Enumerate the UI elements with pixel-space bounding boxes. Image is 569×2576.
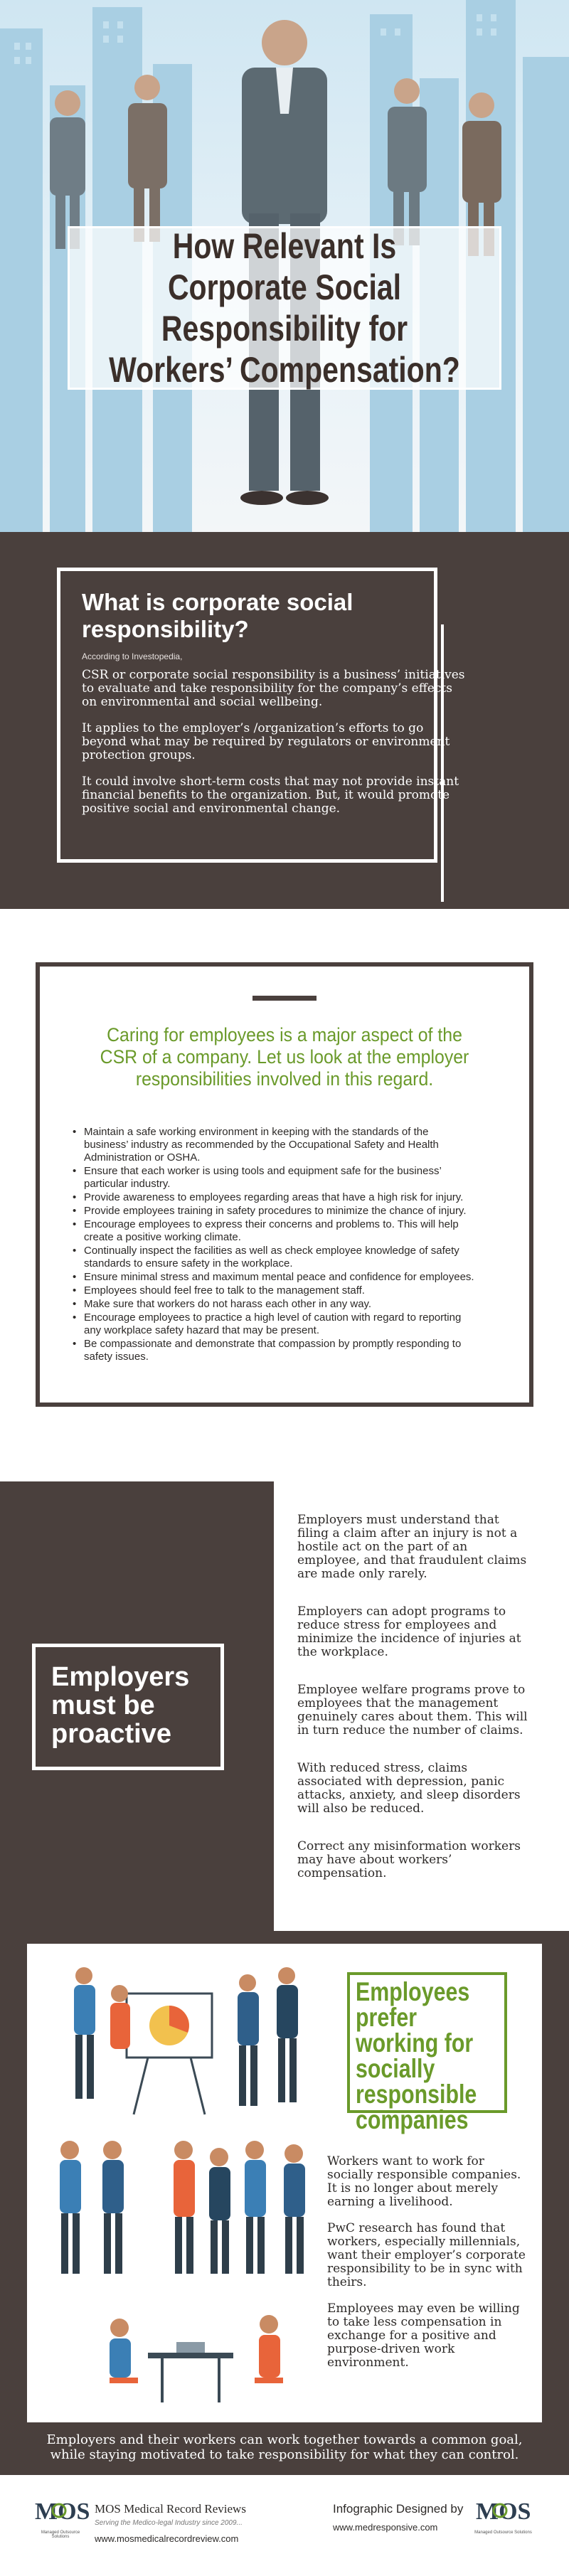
prefer-heading: Employees prefer working for socially responsible companies <box>356 1977 477 2134</box>
mos-logo-icon <box>473 2495 533 2528</box>
mos-logo-left <box>32 2495 89 2539</box>
caring-intro: Caring for employees is a major aspect of the CSR of a company. Let us look at the employer responsibilities involved in this regard. <box>100 1024 469 1090</box>
prefer-section <box>0 1931 569 2475</box>
proactive-paragraph: Employee welfare programs prove to employees that the management genuinely cares about them. This will in turn reduce the number of claims. <box>297 1683 528 1737</box>
proactive-paragraph: Employers can adopt programs to reduce stress for employees and minimize the incidence of injuries at the workplace. <box>297 1604 521 1659</box>
csr-paragraphs <box>82 669 469 829</box>
proactive-heading: Employers must be proactive <box>51 1662 190 1749</box>
responsibility-list <box>77 1126 475 1364</box>
list-item: • Ensure minimal stress and maximum mental peace and confidence for employees. <box>77 1271 475 1284</box>
designer-label: Infographic Designed by <box>333 2502 464 2516</box>
hero-title-box <box>68 226 501 390</box>
list-item: • Encourage employees to express their concerns and problems to. This will help create a positive working climate. <box>77 1218 475 1244</box>
logo-caption: Managed Outsource Solutions <box>41 2530 80 2539</box>
csr-heading: What is corporate social responsibility? <box>82 589 353 642</box>
logo-caption: Managed Outsource Solutions <box>474 2530 532 2535</box>
list-item: • Encourage employees to practice a high level of caution with regard to reporting any workplace safety hazard that may be present. <box>77 1311 475 1337</box>
footer-left-link[interactable]: www.mosmedicalrecordreview.com <box>95 2533 239 2544</box>
footer-tagline: Serving the Medico-legal Industry since 2009... <box>95 2519 243 2527</box>
proactive-paragraph: Correct any misinformation workers may have about workers’ compensation. <box>297 1839 521 1880</box>
footer <box>0 2475 569 2576</box>
list-item: • Make sure that workers do not harass each other in any way. <box>77 1298 475 1311</box>
prefer-paragraphs <box>327 2155 530 2383</box>
csr-paragraph: It could involve short-term costs that may not provide instant financial benefits to the organization. But, it would promote positive social and environmental change. <box>82 775 459 816</box>
footer-right-link[interactable]: www.medresponsive.com <box>333 2522 438 2533</box>
csr-source: According to Investopedia, <box>82 651 183 661</box>
csr-section <box>0 532 569 909</box>
page-title: How Relevant Is Corporate Social Responsibility for Workers’ Compensation? <box>109 226 460 390</box>
proactive-section <box>0 1439 569 1931</box>
mos-logo-icon <box>32 2495 89 2528</box>
mos-logo-right <box>473 2495 533 2535</box>
proactive-paragraphs <box>297 1513 532 1905</box>
prefer-paragraph: PwC research has found that workers, especially millennials, want their employer’s corporate responsibility to be in sync with theirs. <box>327 2221 526 2289</box>
list-item: • Continually inspect the facilities as well as check employee knowledge of safety standards to ensure safety in the workplace. <box>77 1245 475 1270</box>
footer-company-name: MOS Medical Record Reviews <box>95 2502 246 2516</box>
list-item: • Maintain a safe working environment in keeping with the standards of the business’ industry as recommended by the Occupational Safety and Health Administration or OSHA. <box>77 1126 475 1164</box>
prefer-paragraph: Employees may even be willing to take less compensation in exchange for a positive and purpose-driven work environment. <box>327 2301 520 2370</box>
hero-section <box>0 0 569 532</box>
csr-paragraph: CSR or corporate social responsibility is a business’ initiatives to evaluate and take responsibility for the company’s effects on environmental and social wellbeing. <box>82 668 465 709</box>
closing-statement: Employers and their workers can work together towards a common goal, while staying motivated to take responsibility for what they can control. <box>46 2432 523 2462</box>
proactive-paragraph: With reduced stress, claims associated with depression, panic attacks, anxiety, and sleep disorders will also be reduced. <box>297 1761 521 1816</box>
prefer-paragraph: Workers want to work for socially responsible companies. It is no longer about merely earning a livelihood. <box>327 2154 521 2209</box>
list-item: • Ensure that each worker is using tools and equipment safe for the business’ particular industry. <box>77 1165 475 1191</box>
office-people-illustration <box>41 1951 347 2420</box>
list-item: • Be compassionate and demonstrate that compassion by promptly responding to safety issues. <box>77 1338 475 1363</box>
list-item: • Provide employees training in safety procedures to minimize the chance of injury. <box>77 1205 475 1218</box>
proactive-paragraph: Employers must understand that filing a claim after an injury is not a hostile act on the part of an employee, and that fraudulent claims are made only rarely. <box>297 1513 527 1581</box>
caring-divider <box>252 996 317 1001</box>
csr-paragraph: It applies to the employer’s /organization’s efforts to go beyond what may be required by regulators or environment protection groups. <box>82 721 450 762</box>
svg-text:MOS: MOS <box>35 2498 89 2525</box>
caring-section <box>0 909 569 1439</box>
svg-text:MOS: MOS <box>476 2498 531 2525</box>
list-item: • Employees should feel free to talk to the management staff. <box>77 1284 475 1297</box>
list-item: • Provide awareness to employees regarding areas that have a high risk for injury. <box>77 1191 475 1204</box>
